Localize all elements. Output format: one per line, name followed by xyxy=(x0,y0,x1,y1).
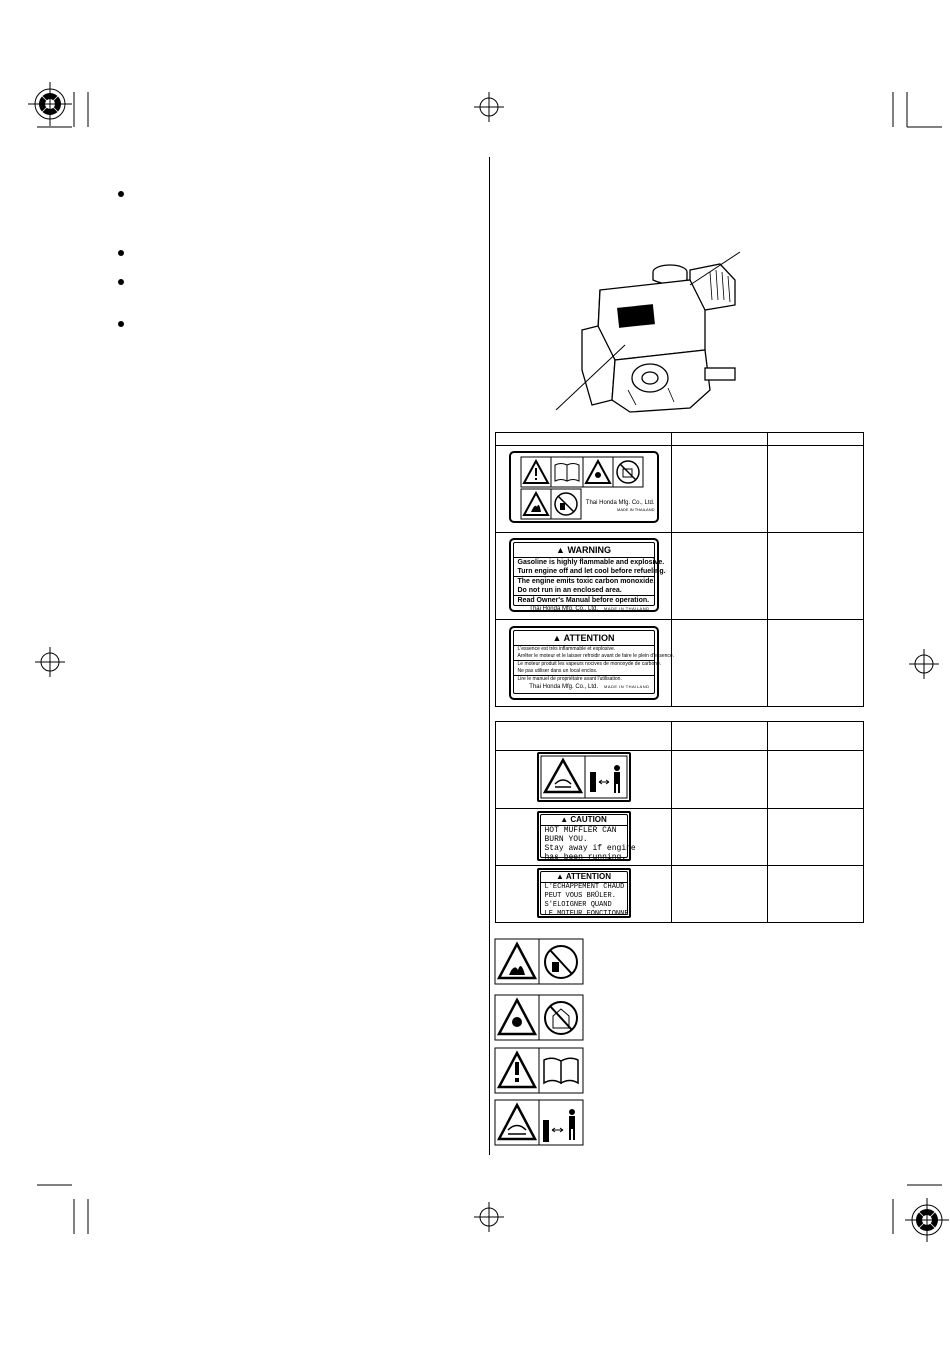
label-line: BURN YOU. xyxy=(544,834,588,844)
attention-header: ATTENTION xyxy=(563,633,615,643)
table-row xyxy=(496,620,864,707)
warning-header: WARNING xyxy=(567,544,611,555)
warning-triangle-icon xyxy=(495,1048,539,1093)
origin-text: MADE IN THAILAND xyxy=(604,605,650,611)
table-row xyxy=(496,809,864,866)
caution-label xyxy=(537,811,636,862)
manufacturer-text: Thai Honda Mfg. Co., Ltd. xyxy=(529,684,598,690)
label-line: Stay away if engine xyxy=(544,843,636,853)
origin-text: MADE IN THAILAND xyxy=(604,684,650,689)
label-table-2 xyxy=(495,721,864,923)
attention-label xyxy=(509,626,675,700)
registration-target-top-left xyxy=(28,82,72,126)
label-table-1 xyxy=(495,432,864,707)
read-manual-icon xyxy=(551,457,583,487)
label-line: The engine emits toxic carbon monoxide. xyxy=(514,576,654,586)
bullet-point xyxy=(118,279,124,285)
manufacturer-text: Thai Honda Mfg. Co., Ltd. xyxy=(585,499,655,506)
warning-triangle-icon: ▲ xyxy=(556,544,568,555)
no-enclosed-area-icon xyxy=(539,995,583,1040)
keep-distance-icon xyxy=(585,756,627,798)
symbol-label-mfg xyxy=(583,499,655,513)
toxic-gas-icon xyxy=(583,457,613,487)
toxic-gas-icon xyxy=(495,995,539,1040)
label-line: Lire le manuel de propriétaire avant l'utilisation. xyxy=(514,675,654,683)
label-line: L'essence est très inflammable et explosive. xyxy=(517,646,616,652)
label-line: Turn engine off and let cool before refueling. xyxy=(517,567,666,575)
hot-muffler-symbol-label xyxy=(537,752,631,802)
attention-header: ATTENTION xyxy=(565,872,612,881)
table-row xyxy=(496,446,864,533)
label-line: LE MOTEUR FONCTIONNE. xyxy=(544,910,633,918)
table-row xyxy=(496,751,864,809)
hot-surface-icon xyxy=(495,1100,539,1145)
symbol-safety-label xyxy=(509,451,659,523)
caution-header: CAUTION xyxy=(570,814,607,824)
warning-triangle-icon: ▲ xyxy=(552,633,564,643)
read-manual-icon xyxy=(539,1048,583,1093)
manufacturer-text: Thai Honda Mfg. Co., Ltd. xyxy=(529,605,598,612)
bullet-point xyxy=(118,321,124,327)
label-line: has been running. xyxy=(544,852,627,862)
label-line: PEUT VOUS BRÛLER. xyxy=(544,892,616,900)
no-enclosed-area-icon xyxy=(613,457,643,487)
engine-illustration xyxy=(540,250,750,415)
origin-text: MADE IN THAILAND xyxy=(617,506,655,512)
label-line: Le moteur produit les vapeurs nocives de monoxyde de carbone. xyxy=(514,660,654,668)
fire-hazard-icon xyxy=(495,939,539,984)
table-header-row xyxy=(496,433,864,446)
table-row xyxy=(496,533,864,620)
label-line: L'ECHAPPEMENT CHAUD xyxy=(544,883,625,891)
warning-triangle-icon: ▲ xyxy=(555,872,566,881)
bullet-point xyxy=(118,191,124,197)
table-row xyxy=(496,866,864,923)
bullet-point xyxy=(118,250,124,256)
label-line: HOT MUFFLER CAN xyxy=(544,825,617,835)
label-line: Gasoline is highly flammable and explosive. xyxy=(517,558,665,566)
table-header-row xyxy=(496,722,864,751)
attention-muffler-label xyxy=(537,868,631,918)
warning-triangle-icon xyxy=(521,457,551,487)
no-refuel-running-icon xyxy=(539,939,583,984)
label-line: Do not run in an enclosed area. xyxy=(517,586,622,594)
warning-label xyxy=(509,538,666,612)
fire-hazard-icon xyxy=(521,489,551,519)
column-divider xyxy=(489,157,490,1155)
symbol-legend xyxy=(494,938,586,1146)
no-refuel-running-icon xyxy=(551,489,581,519)
warning-triangle-icon: ▲ xyxy=(560,814,571,824)
registration-target-bottom-right xyxy=(905,1198,949,1242)
label-line: Read Owner's Manual before operation. xyxy=(514,595,654,605)
keep-distance-icon xyxy=(539,1100,583,1145)
label-line: S'ELOIGNER QUAND xyxy=(544,901,612,909)
label-line: Arrêter le moteur et le laisser refroidir avant de faire le plein d'essence. xyxy=(517,653,675,659)
hot-surface-icon xyxy=(541,756,585,798)
label-line: Ne pas utiliser dans un local enclos. xyxy=(517,668,598,674)
